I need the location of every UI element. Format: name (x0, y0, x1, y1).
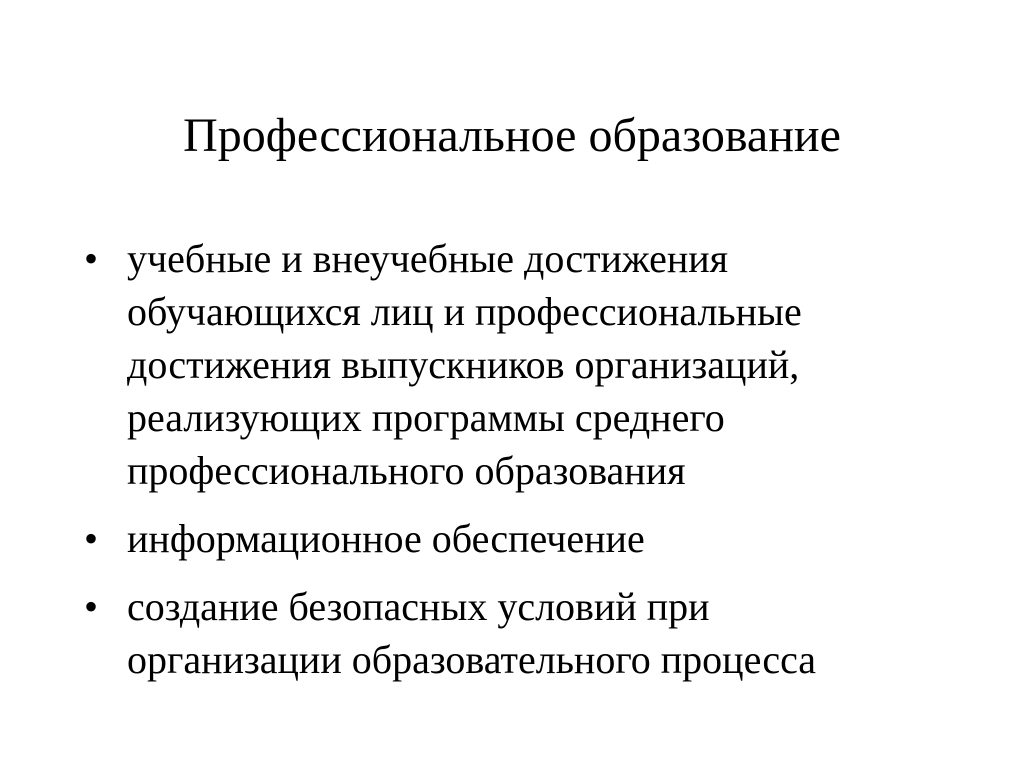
slide-title: Профессиональное образование (183, 109, 841, 162)
bullet-list (84, 232, 944, 701)
bullet-icon: • (84, 236, 99, 281)
bullet-icon: • (84, 584, 99, 629)
bullet-text: создание безопасных условий при организации образовательного процесса (127, 584, 817, 682)
bullet-item (84, 580, 944, 686)
bullet-text: учебные и внеучебные достижения обучающихся лиц и профессиональные достижения выпускников организаций, реализующих программы среднего профессионального образования (127, 236, 802, 493)
bullet-item (84, 512, 944, 565)
bullet-icon: • (84, 516, 99, 561)
bullet-item (84, 232, 944, 497)
bullet-text: информационное обеспечение (127, 516, 645, 561)
